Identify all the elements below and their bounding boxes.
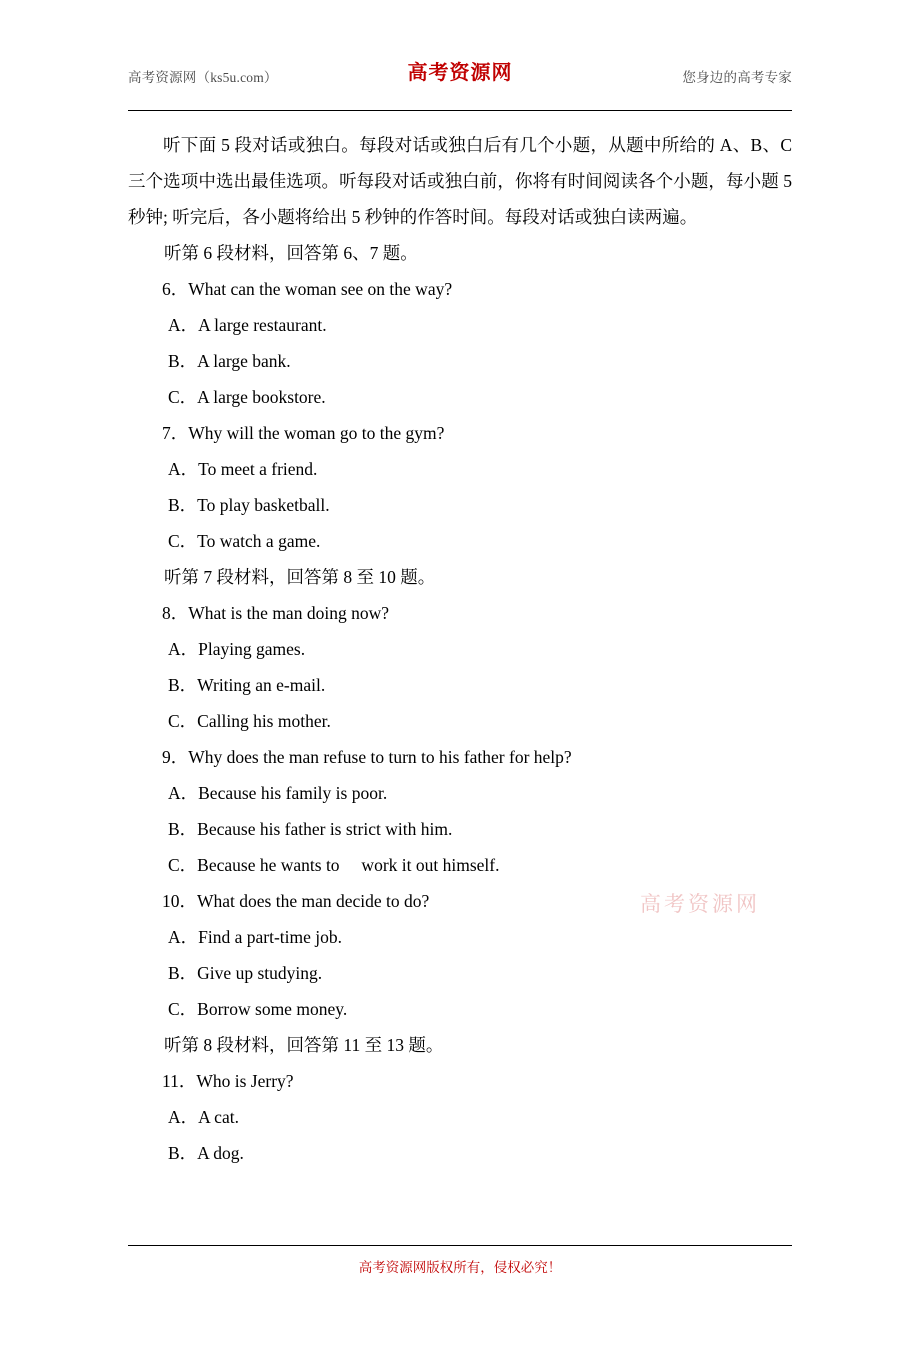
question-option: B．Writing an e-mail. [168, 675, 326, 695]
question-stem: 8．What is the man doing now? [162, 603, 389, 623]
page-header [128, 52, 792, 111]
question-option: A．A large restaurant. [168, 315, 327, 335]
question-option: B．To play basketball. [168, 495, 330, 515]
exam-content [128, 111, 792, 1171]
question-option: C．Borrow some money. [168, 999, 348, 1019]
question-option: C．A large bookstore. [168, 387, 326, 407]
question-option: B．A dog. [168, 1143, 244, 1163]
question-option: C．Because he wants to work it out himself. [168, 855, 500, 875]
page-footer: 高考资源网版权所有，侵权必究！ [128, 1245, 792, 1276]
question-option: A．A cat. [168, 1107, 239, 1127]
question-option: B．Because his father is strict with him. [168, 819, 453, 839]
question-option: B．A large bank. [168, 351, 291, 371]
question-option: C．To watch a game. [168, 531, 321, 551]
question-stem: 9．Why does the man refuse to turn to his father for help? [162, 747, 572, 767]
section-heading: 听第 7 段材料，回答第 8 至 10 题。 [164, 567, 436, 587]
document-page [0, 52, 920, 1354]
question-option: A．Find a part-time job. [168, 927, 343, 947]
question-stem: 10．What does the man decide to do? [162, 891, 430, 911]
question-option: A．Because his family is poor. [168, 783, 388, 803]
listening-instructions: 听下面 5 段对话或独白。每段对话或独白后有几个小题，从题中所给的 A、B、C 三个选项中选出最佳选项。听每段对话或独白前，你将有时间阅读各个小题，每小题 5 秒钟; 听完后，各小题将给出 5 秒钟的作答时间。每段对话或独白读两遍。 [128, 135, 792, 227]
section-heading: 听第 6 段材料，回答第 6、7 题。 [164, 243, 418, 263]
question-option: B．Give up studying. [168, 963, 323, 983]
question-option: C．Calling his mother. [168, 711, 331, 731]
header-tagline: 您身边的高考专家 [682, 70, 792, 85]
question-option: A．Playing games. [168, 639, 306, 659]
section-heading: 听第 8 段材料，回答第 11 至 13 题。 [164, 1035, 444, 1055]
question-stem: 11．Who is Jerry? [162, 1071, 294, 1091]
question-option: A．To meet a friend. [168, 459, 318, 479]
header-brand-title: 高考资源网 [407, 62, 513, 84]
question-stem: 6．What can the woman see on the way? [162, 279, 453, 299]
header-site-label: 高考资源网（ks5u.com） [128, 70, 278, 85]
watermark-text: 高考资源网 [640, 892, 760, 916]
question-stem: 7．Why will the woman go to the gym? [162, 423, 445, 443]
